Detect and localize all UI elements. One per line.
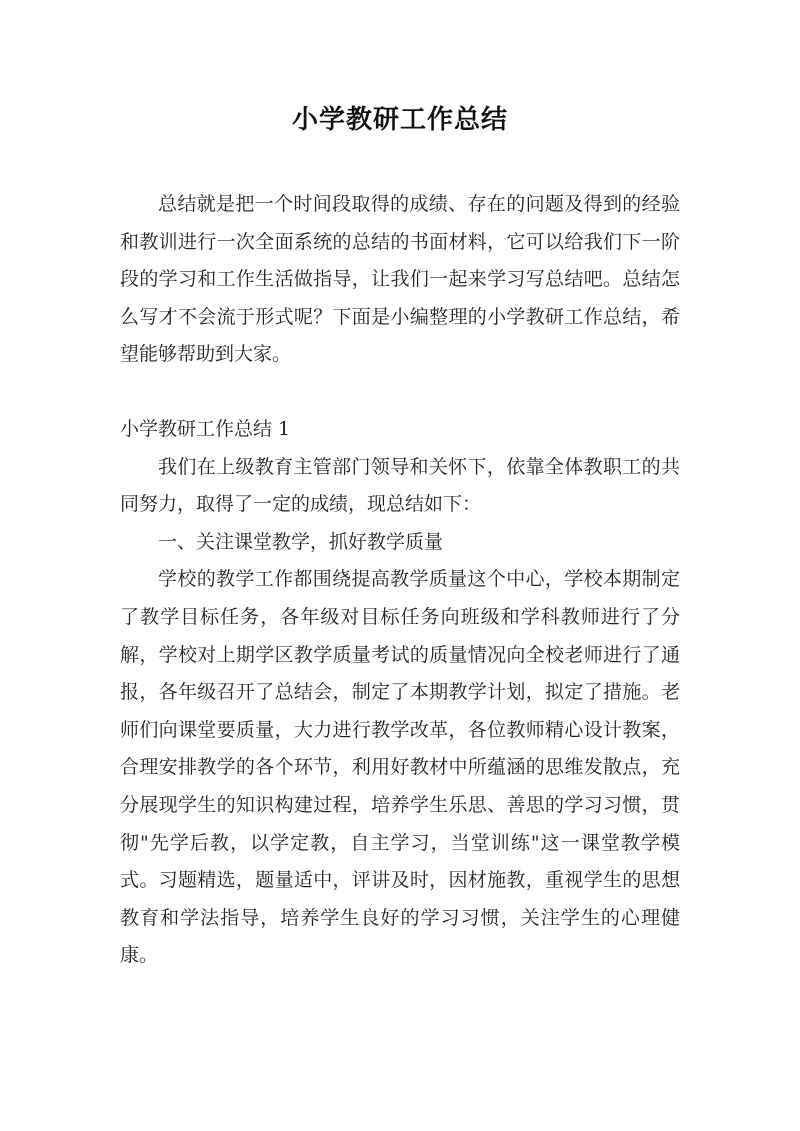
document-title: 小学教研工作总结 — [291, 105, 508, 135]
subheading-1: 一、关注课堂教学，抓好教学质量 — [158, 530, 444, 553]
intro-paragraph: 总结就是把一个时间段取得的成绩、存在的问题及得到的经验和教训进行一次全面系统的总结的书面材料，它可以给我们下一阶段的学习和工作生活做指导，让我们一起来学习写总结吧。总结怎么写才不会流于形式呢？下面是小编整理的小学教研工作总结，希望能够帮助到大家。 — [120, 193, 680, 366]
paragraph-gap — [120, 374, 680, 411]
body-paragraph-2: 学校的教学工作都围绕提高教学质量这个中心，学校本期制定了教学目标任务，各年级对目标任务向班级和学科教师进行了分解，学校对上期学区教学质量考试的质量情况向全校老师进行了通报，各年级召开了总结会，制定了本期教学计划，拟定了措施。老师们向课堂要质量，大力进行教学改革，各位教师精心设计教案，合理安排教学的各个环节，利用好教材中所蕴涵的思维发散点，充分展现学生的知识构建过程，培养学生乐思、善思的学习习惯，贯彻"先学后教，以学定教，自主学习，当堂训练"这一课堂教学模式。习题精选，题量适中，评讲及时，因材施教，重视学生的思想教育和学法指导，培养学生良好的学习习惯，关注学生的心理健康。 — [120, 568, 680, 967]
document-body — [120, 186, 680, 975]
body-paragraph-1: 我们在上级教育主管部门领导和关怀下，依靠全体教职工的共同努力，取得了一定的成绩，现总结如下： — [120, 455, 680, 516]
section-heading: 小学教研工作总结 1 — [120, 417, 291, 440]
